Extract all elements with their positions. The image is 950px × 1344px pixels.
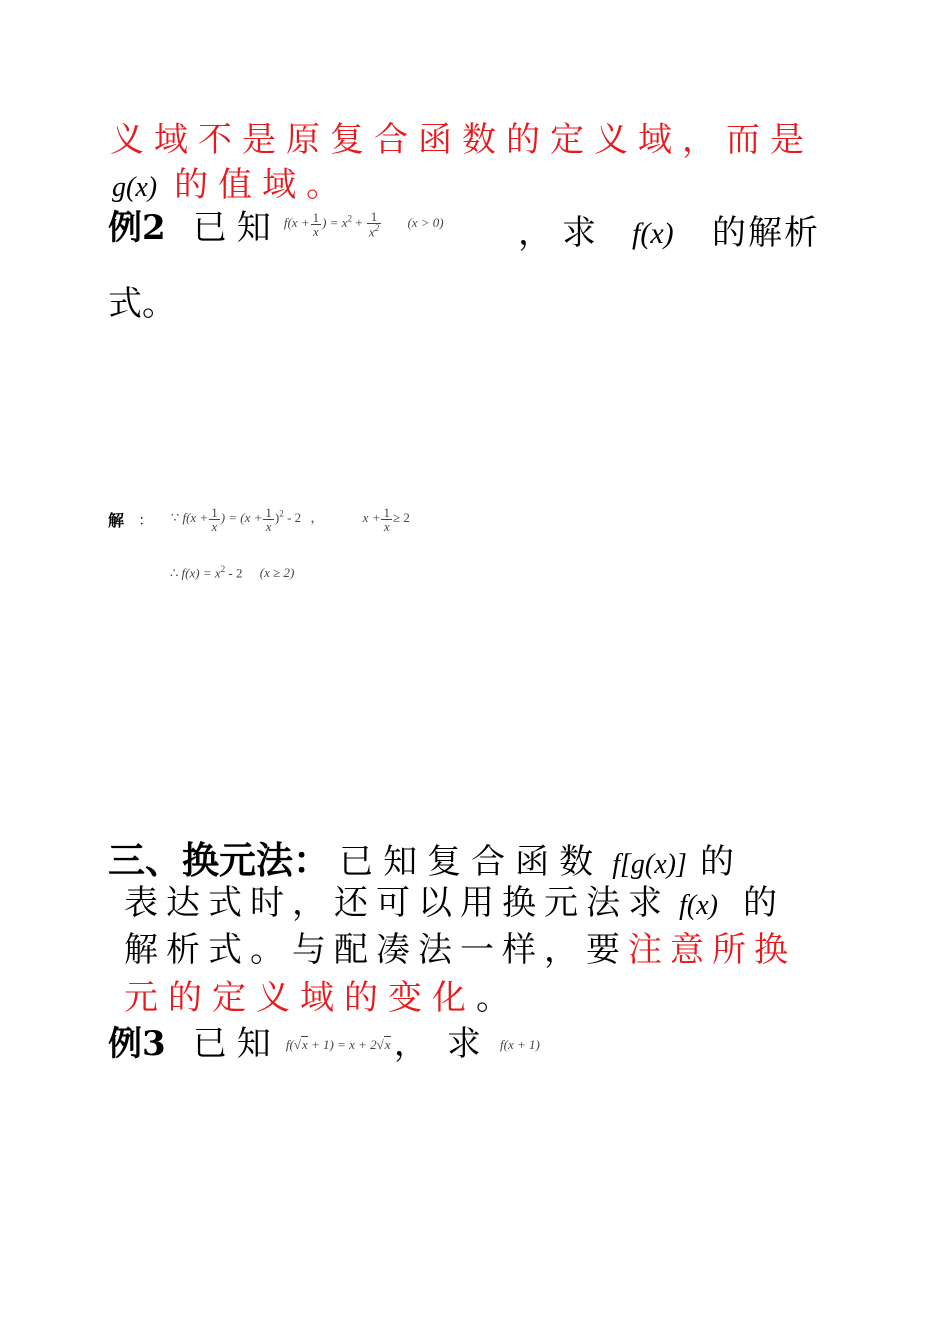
example-2-tail: 的解析 <box>712 213 820 253</box>
math-fx: f(x) <box>632 217 674 250</box>
paragraph-line-1: 义域不是原复合函数的定义域，而是 <box>110 120 814 160</box>
section-3-line-1: 三、换元法： 已知复合函数 f[g(x)] 的 <box>108 838 734 882</box>
section-3-title: 三、换元法： <box>108 838 330 882</box>
example-3: 例3 已知 $^{f(√x + 1) = x + 2√x}$ ， 求 $^{f(x + 1)}$ <box>108 1024 540 1064</box>
solution-line-2: ∴ $f(x) = x^2 - 2$ (x ≥ 2) <box>170 564 295 581</box>
example-2-comma: ， <box>518 213 552 253</box>
example-2-seek: 求 <box>562 213 596 253</box>
paragraph-line-2 <box>112 157 350 206</box>
example-2-tail-2: 式。 <box>108 284 176 324</box>
solution-label: 解 <box>108 511 125 530</box>
math-fgx: f[g(x)] <box>612 849 687 880</box>
condition: (x > 0) <box>407 215 444 231</box>
highlight-text-2: 元的定义域的变化 <box>124 978 476 1018</box>
example-3-equation: f(√x + 1) = x + 2√x <box>285 1037 391 1052</box>
example-2 <box>108 200 444 260</box>
example-2-known: 已知 <box>192 208 281 248</box>
math-fx-2: f(x) <box>679 890 718 921</box>
math-gx: g(x) <box>112 172 158 203</box>
solution-inequality: x + $\frac{1}{x}$ ≥ 2 <box>362 505 410 534</box>
example-2-equation: f(x + $\frac{1}{x}$ ) = $x^2$ + $\frac{1}{x^2}$ (x > 0) <box>283 209 444 240</box>
example-3-label: 例3 <box>108 1024 166 1064</box>
example-3-known: 已知 <box>192 1024 281 1064</box>
solution-equation: ∵ f(x + $\frac{1}{x}$ ) = (x + $\frac{1}{x}$ )$^2$ - 2 ， <box>170 505 324 534</box>
section-3-line-2: 表达式时，还可以用换元法求 f(x) 的 <box>124 883 778 923</box>
value-range-text: 的值域。 <box>174 165 351 205</box>
section-3-line-3: 解析式。与配凑法一样，要注意所换 <box>124 930 796 970</box>
highlight-text: 注意所换 <box>628 930 796 970</box>
example-2-label: 例2 <box>108 208 166 248</box>
solution-line-1: 解 ： ∵ f(x + $\frac{1}{x}$ ) = (x + $\frac{1}{x}$ )$^2$ - 2 ， x + $\frac{1}{x}$ ≥ 2 <box>108 505 410 534</box>
section-3-line-4: 元的定义域的变化。 <box>124 978 510 1018</box>
example-3-target: f(x + 1) <box>500 1037 540 1052</box>
